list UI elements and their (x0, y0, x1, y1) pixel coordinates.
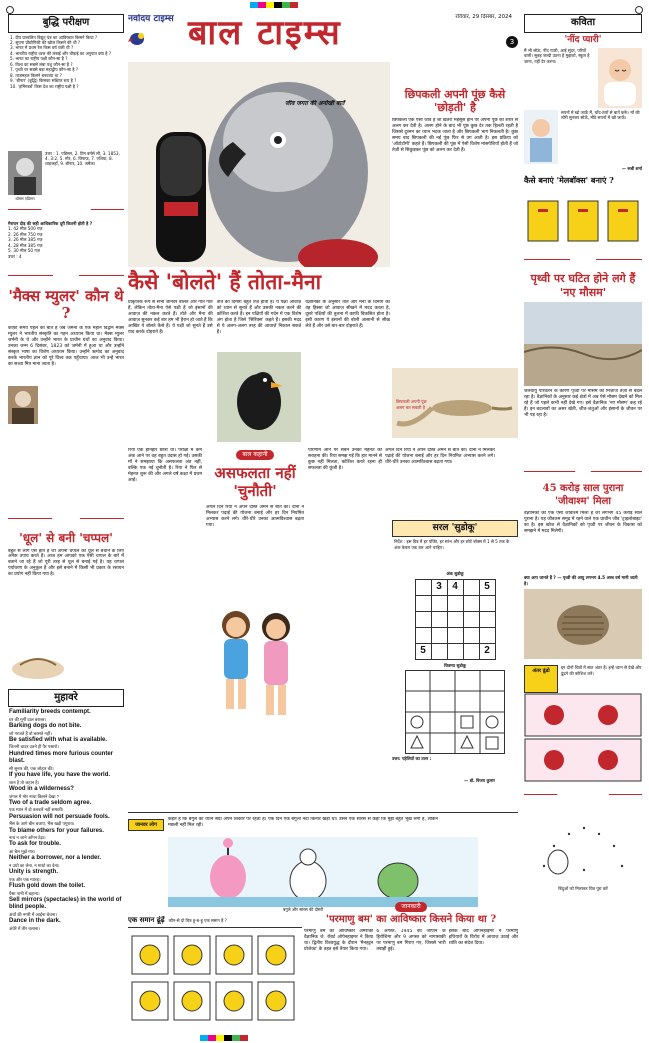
atom-tag-wrap (304, 902, 518, 912)
did-you-know-body (8, 221, 124, 269)
quiz-question: 6. विश्व का सबसे लंबा पशु कौन-सा है ? (10, 61, 73, 67)
sudoku-cell[interactable] (463, 611, 479, 627)
idiom-en: Dance in the dark. (9, 918, 61, 925)
poem-lines-2: सपनों में खो जाऊँ मैं, चाँद-तारों से बातें करूँ। माँ की लोरी सुनकर सोऊँ, मीठे सपनों में खो जाऊँ। (561, 109, 640, 121)
invention-header (8, 514, 124, 527)
right-column (524, 14, 642, 1034)
poem-lines-1: मैं भी सोऊं, नींद प्यारी, आई सुंदर, परियों वाली। सुबह जल्दी उठना है मुझको, स्कूल है जाना, नहीं देर करना। (524, 47, 590, 64)
max-muller-portrait (8, 386, 38, 424)
comic-strip (128, 812, 518, 912)
kids-illustration (206, 595, 304, 745)
did-you-know-option: 1. 42 मील 500 गज़ (8, 226, 43, 232)
did-you-know-header (8, 204, 124, 218)
sudoku-cell[interactable]: 2 (479, 643, 495, 659)
poem-top (524, 48, 642, 110)
idiom-en: To ask for trouble. (9, 841, 61, 848)
sudoku-cell[interactable] (447, 611, 463, 627)
edison-portrait (8, 151, 42, 195)
research-title: पृथ्वी पर घटित होने लगे हैं 'नए मौसम' (530, 271, 636, 299)
story-tag-wrap (206, 450, 304, 460)
poem-heading: कविता (524, 14, 642, 33)
match-question: कौन-से दो चित्र हू-ब-हू एक समान हैं ? (168, 917, 227, 923)
research-header (524, 255, 642, 268)
main-headline: कैसे 'बोलते' हैं तोता-मैना (128, 269, 322, 294)
brand-name: नवोदय टाइम्स (128, 14, 174, 24)
invention-title: 'धूल' से बनी 'चप्पल' (19, 530, 113, 545)
sudoku-cell[interactable] (479, 627, 495, 643)
idiom-en: Persuasion will not persuade fools. (9, 813, 110, 820)
did-you-know-answer: उत्तर : 4 (8, 253, 22, 259)
sudoku-title: सरल 'सुडोकू' (392, 520, 518, 537)
sudoku-answer-label: उत्तर: पहेलियों का उत्तर : (392, 756, 432, 762)
main-col-2-wrap (217, 300, 302, 442)
atom-col-3: इसके बाद ओपेनहाइमर ने परमाणु हथियारों के विरोध में आवाज़ उठाई और शांति का संदेश दिया। (448, 929, 518, 946)
atom-tag: जानकारी (395, 902, 427, 912)
main-col-3: वैज्ञानिकों के अनुसार तोते और मैना के दिमाग़ का वह हिस्सा जो आवाज़ सीखने में मदद करता है, दूसरे पक्षियों की तुलना में काफ़ी विकसित होता है। इसी कारण ये इंसानों की बोली आसानी से सीख लेते हैं और उसे बार-बार दोहराते हैं। (305, 300, 390, 329)
spot-difference-image (524, 693, 642, 783)
sudoku-cell[interactable] (415, 579, 431, 595)
story-grid (128, 448, 382, 808)
story-tag: बाल कहानी (236, 450, 273, 460)
bird-logo-icon (128, 28, 146, 48)
quiz-question: 7. पृथ्वी पर सबसे बड़ा महाद्वीप कौन-सा है ? (10, 67, 79, 73)
page-number: 3 (506, 36, 518, 48)
idiom-en: Unity is strength. (9, 869, 59, 876)
main-kicker: जीव जगत की अनोखी बातें (285, 100, 345, 107)
poem-bottom (524, 110, 642, 166)
idiom-hi: अंधों की नगरी में आईना बेचना। (9, 911, 57, 917)
story-col-3: परिणाम आने पर सबने उनकी मेहनत की सराहना की। रिया समझ गई कि हार मानने से कुछ नहीं मिलता, कोशिश करते रहना ही सफलता की कुंजी है। (308, 448, 382, 471)
color-bar-bottom (200, 1035, 248, 1041)
main-col-2: तोते का दिमाग़ बहुत तेज़ होता है। ये पक्षी आवाज़ को ध्यान से सुनते हैं और उसकी नकल करने की कोशिश करते हैं। इन पक्षियों की गर्दन में एक विशेष अंग होता है जिसे 'सिरिंक्स' कहते हैं। इसकी मदद से ये अलग-अलग तरह की आवाज़ें निकाल सकते हैं। (216, 300, 302, 335)
idiom-hi: जितनी चादर उतने ही पैर पसारो। (9, 744, 59, 750)
shape-sudoku-label: चित्रमय सुडोकू (444, 662, 466, 668)
comic-caption: बगुले और सारस की दोस्ती (282, 906, 324, 912)
story-col-1: रिया एक होनहार छात्रा थी। परीक्षा में कम अंक आने पर वह बहुत उदास हो गई। उसकी माँ ने समझाया कि असफलता अंत नहीं, बल्कि एक नई चुनौती है। रिया ने फिर से मेहनत शुरू की और अगले वर्ष कक्षा में प्रथम आई। (128, 448, 202, 483)
sudoku-cell[interactable]: 3 (431, 579, 447, 595)
main-col-1: प्राकृतिक रूप से सभी जानवर बोलते और गीत गाते हैं, लेकिन तोता-मैना ऐसे पक्षी हैं जो इंसानों की आवाज़ की नकल करते हैं। तोते और मैना की आवाज़ सुनकर कई बार हम भी हैरान हो जाते हैं कि आखिर ये बोलते कैसे हैं। ये पक्षी जो सुनते हैं उसे याद करके दोहराते हैं। (128, 300, 213, 335)
invention-wrap (8, 549, 124, 649)
sudoku-cell[interactable] (463, 579, 479, 595)
issue-date: रविवार, 29 दिसंबर, 2024 (455, 14, 512, 20)
dots-header (524, 789, 642, 803)
atom-col-1: परमाणु बम का आविष्कार अमरीकी वैज्ञानिक जे. रॉबर्ट ओपेनहाइमर ने किया था। द्वितीय विश्वयुद्ध के दौरान 'मैनहट्टन प्रोजेक्ट' के तहत इसे तैयार किया गया। (304, 929, 374, 952)
idiom-hi: एक और एक ग्यारह। (9, 876, 41, 882)
sudoku-cell[interactable]: 5 (479, 579, 495, 595)
sudoku-cell[interactable] (447, 627, 463, 643)
sudoku-cell[interactable] (431, 627, 447, 643)
slipper-image (10, 649, 66, 683)
discovery-header (524, 466, 642, 480)
spot-body: इन दोनों चित्रों में सात अंतर हैं। इन्हें ध्यान से देखें और ढूंढने की कोशिश करें। (561, 665, 642, 676)
idiom-en: Neither a borrower, nor a lender. (9, 855, 102, 862)
registration-mark (635, 6, 643, 14)
sudoku-cell[interactable] (415, 611, 431, 627)
research-body: जलवायु परिवर्तन के कारण पृथ्वी पर मौसम का मिज़ाज तेज़ी से बदल रहा है। वैज्ञानिकों के अनुसार कई क्षेत्रों में अब ऐसे मौसम देखने को मिल रहे हैं जो पहले कभी नहीं देखे गए। इसे वैज्ञानिक 'नए मौसम' कह रहे हैं। इन बदलावों का असर खेती, जीव-जंतुओं और इंसानों के जीवन पर भी पड़ रहा है। (524, 388, 642, 418)
dots-tag: बिंदु मिलाओ, रंग भरो (557, 790, 610, 798)
sudoku-cell[interactable] (415, 595, 431, 611)
research-tag: नई रिसर्च (570, 255, 596, 263)
sudoku-cell[interactable] (447, 643, 463, 659)
left-column (8, 14, 124, 1034)
page-title: बाल टाइम्स (188, 14, 342, 53)
shape-sudoku-grid (405, 670, 505, 754)
edison-photo-wrap (8, 151, 42, 203)
idiom-hi: अंधेरे में तीर चलाना। (9, 925, 41, 931)
info-body: काफ़ी समय पहले की बात है जब जर्मनी के एक महान विद्वान मैक्स म्युलर ने भारतीय संस्कृति का गहन अध्ययन किया था। मैक्स म्युलर जर्मनी के थे और उन्होंने भारत के प्राचीन ग्रंथों का अनुवाद किया। उनका जन्म 6 दिसंबर, 1823 को जर्मनी में हुआ था और उन्होंने संस्कृत भाषा का विशेष अध्ययन किया। उन्होंने ऋग्वेद का अनुवाद करके भारतीय ज्ञान को पूरे विश्व तक पहुँचाया। आज भी उन्हें भारत का सच्चा मित्र माना जाता है। (8, 326, 124, 367)
story-title: असफलता नहीं 'चुनौती' (214, 463, 296, 501)
match-title: एक समान ढूंढ़ें (128, 916, 165, 924)
poem-author: — रूबी शर्मा (621, 165, 642, 171)
comic-label: जानवर लोग (128, 819, 164, 831)
sudoku-cell[interactable] (415, 627, 431, 643)
lizard-article (392, 62, 518, 442)
mailbox-title: कैसे बनाएं 'मेलबॉक्स' बनाएं ? (524, 175, 614, 186)
discovery-tag: खोज (575, 467, 592, 475)
quiz-heading: बुद्धि परीक्षण (8, 14, 124, 33)
idiom-en: Hundred times more furious counter blast. (9, 750, 114, 765)
atom-col-2: 6 अगस्त, 1945 को जापान के हिरोशिमा और 9 अगस्त को नागासाकी पर परमाणु बम गिराए गए, जिससे भारी तबाही हुई। (376, 929, 446, 952)
discovery-title: 45 करोड़ साल पुराना 'जीवाश्म' मिला (542, 483, 624, 507)
did-you-know-option: 4. 28 मील 385 गज़ (8, 242, 43, 248)
lizard-caption: छिपकली अपनी पूंछ अलग कर सकती है (396, 399, 427, 410)
idiom-en: Two of a trade seldom agree. (9, 799, 92, 806)
did-you-know-option: 3. 26 मील 385 गज़ (8, 237, 43, 243)
sudoku-rules: निर्देश : इस ग्रिड में हर पंक्ति, हर स्तंभ और हर छोटे बॉक्स में 1 से 5 तक के अंक केवल एक बार आने चाहिए। (394, 539, 510, 550)
story-col-4-text: अगले दिन रिया ने अपने दोस्त अमन से बात की। दोनों ने मिलकर पढ़ाई की योजना बनाई और हर दिन नियमित अभ्यास करने लगे। धीरे-धीरे उनका आत्मविश्वास बढ़ता गया। (385, 448, 495, 465)
idiom-hi: सौ सुनार की, एक लोहार की। (9, 765, 54, 771)
idioms-list (8, 707, 124, 975)
idioms-heading: मुहावरे (8, 689, 124, 708)
quiz-question: 8. ताजमहल किसने बनवाया था ? (10, 72, 62, 78)
idiom-en: To blame others for your failures. (9, 827, 104, 834)
quiz-answer-block (8, 151, 124, 203)
match-images (128, 928, 302, 1028)
idiom-hi: घर की मुर्गी दाल बराबर। (9, 716, 47, 722)
atom-article (304, 900, 518, 1034)
quiz-question: 9. 'बीनार' (बुद्धि) किसका संक्षिप्त रूप है ? (10, 78, 77, 84)
sudoku-cell[interactable]: 5 (415, 643, 431, 659)
sudoku-cell[interactable] (463, 627, 479, 643)
masthead (128, 14, 518, 60)
idiom-en: Wood in a wilderness? (9, 786, 74, 793)
invention-body: बहुत से लोग ऐसे होते हैं जो अपनी चप्पल को धूल से बचाने के लिए अनेक उपाय करते हैं। आज हम आपको एक ऐसी चप्पल के बारे में बताने जा रहे हैं जो पूरी तरह से धूल से बनाई गई है। यह चप्पल पर्यावरण के अनुकूल है और इसे बनाने में किसी भी प्रकार के रसायन का प्रयोग नहीं किया गया है। (8, 548, 124, 578)
parrot-photo (128, 62, 390, 267)
number-sudoku-grid (415, 579, 496, 660)
did-you-know-tag: क्या आप जानते हैं ? (41, 205, 92, 213)
quiz-question: 3. भारत में प्रथम रेल किस वर्ष चली थी ? (10, 45, 74, 51)
idiom-en: Barking dogs do not bite. (9, 723, 82, 730)
spot-header (524, 665, 642, 693)
registration-mark (6, 6, 14, 14)
color-bar (250, 2, 298, 8)
info-header (8, 271, 124, 284)
sudoku-cell[interactable] (479, 611, 495, 627)
edison-caption: थॉमस एडिसन (15, 195, 35, 201)
quiz-question: 2. सूचना प्रौद्योगिकी की खोज किसने की थी ? (10, 39, 81, 45)
sleeping-baby-image (598, 48, 642, 108)
sudoku-cell[interactable]: 4 (447, 579, 463, 595)
idiom-hi: पैसा पानी में बहाना। (9, 890, 40, 896)
quiz-question: 10. 'हमिंगबर्ड' किस देश का राष्ट्रीय पक्षी है ? (10, 83, 79, 89)
did-you-know-option: 5. 30 मील 50 गज़ (8, 248, 40, 254)
idiom-hi: भैंस के आगे बीन बजाए, भैंस खड़ी पगुराय। (9, 821, 75, 827)
idiom-hi: जान है तो जहान है। (9, 779, 40, 785)
mailbox-steps-image (524, 187, 642, 251)
idiom-hi: एक म्यान में दो तलवारें नहीं समातीं। (9, 807, 64, 813)
poem-title: 'नींद प्यारी' (564, 34, 602, 45)
atom-title: 'परमाणु बम' का आविष्कार किसने किया था ? (325, 913, 497, 925)
quiz-question: 1. दीप प्रज्वलित विद्युत् यंत्र का आविष्कार किसने किया ? (10, 34, 98, 40)
fossil-image (524, 589, 642, 659)
idiom-en: Familiarity breeds contempt. (9, 709, 91, 716)
dots-caption: बिंदुओं को मिलाकर चित्र पूरा करें (558, 886, 608, 892)
weather-image (524, 302, 642, 386)
dot-puzzle-image (524, 806, 642, 884)
comic-text: कहते हैं कि बगुले का ध्यान सदा अपने शिकार पर रहता है। एक दिन एक बगुला नदी किनारे खड़ा था। उसने एक सारस से कहा कि मुझे बहुत भूख लगी है, लेकिन मछली नहीं मिल रही। (168, 817, 438, 828)
spot-label: अंतर ढूंढो (524, 665, 558, 693)
lizard-title: छिपकली अपनी पूंछ कैसे 'छोड़ती' है (404, 88, 506, 115)
discovery-qa: क्या आप जानते हैं ? — पृथ्वी की आयु लगभग 4.5 अरब वर्ष मानी जाती है। (524, 575, 638, 586)
story-center (206, 448, 304, 808)
sudoku-cell[interactable] (431, 643, 447, 659)
quiz-answers: उत्तर : 1. एडिसन, 2. टिम बर्नर्स ली, 3. 1853, 4. 3:2, 5. मोर, 6. जिराफ़, 7. एशिया, 8. शाहजहाँ, 9. बीनार, 10. जमैका (45, 150, 120, 167)
main-columns (128, 300, 390, 442)
idiom-en: If you have life, you have the world. (9, 772, 111, 779)
sudoku-cell[interactable] (431, 595, 447, 611)
idiom-hi: जो गरजते हैं वो बरसते नहीं। (9, 730, 52, 736)
idiom-hi: नाच न जाने आँगन टेढ़ा। (9, 835, 46, 841)
idiom-hi: जंगल में मोर नाचा किसने देखा ? (9, 793, 60, 799)
discovery-body: वैज्ञानिकों को एक ऐसा जीवाश्म मिला है जो लगभग 45 करोड़ साल पुराना है। यह जीवाश्म समुद्र में रहने वाले एक प्राचीन जीव 'ट्राइलोबाइट' का है। इस खोज से वैज्ञानिकों को पृथ्वी पर जीवन के विकास को समझने में मदद मिलेगी। (524, 511, 642, 535)
story-author: — डॉ. विजय कुमार (464, 778, 495, 783)
quiz-question: 4. भारतीय राष्ट्रीय ध्वज की लंबाई और चौड़ाई का अनुपात क्या है ? (10, 50, 112, 56)
idiom-en: Flush gold down the toilet. (9, 883, 85, 890)
sudoku-cell[interactable] (463, 595, 479, 611)
invention-tag: आविष्कार (52, 514, 80, 522)
sudoku-cell[interactable] (447, 595, 463, 611)
match-puzzle (128, 916, 302, 1034)
did-you-know-question: मैराथन दौड़ की सही आधिकारिक दूरी कितनी होती है ? (8, 221, 93, 226)
comic-illustration (168, 837, 478, 907)
quiz-questions (8, 33, 124, 151)
moon-kid-image (524, 110, 558, 164)
atom-columns (304, 929, 518, 1025)
parrot-illustration (128, 62, 390, 267)
idiom-en: Be satisfied with what is available. (9, 736, 108, 743)
main-headline-wrap (128, 268, 390, 298)
sudoku-panel (392, 520, 518, 810)
idiom-hi: न उधो का लेना, न माधो का देना। (9, 862, 60, 868)
story-col-2: अगले दिन रिया ने अपने दोस्त अमन से बात की। दोनों ने मिलकर पढ़ाई की योजना बनाई और हर दिन नियमित अभ्यास करने लगे। धीरे-धीरे उनका आत्मविश्वास बढ़ता गया। (206, 505, 304, 528)
myna-image (217, 352, 301, 442)
did-you-know-option: 2. 26 मील 750 गज़ (8, 231, 43, 237)
sudoku-cell[interactable] (463, 643, 479, 659)
quiz-question: 5. भारत का राष्ट्रीय पक्षी कौन-सा है ? (10, 56, 68, 62)
sudoku-cell[interactable] (479, 595, 495, 611)
info-title: 'मैक्स म्युलर' कौन थे ? (8, 286, 124, 322)
sudoku-grid-label: अंक सुडोकू (446, 571, 464, 577)
idiom-en: Sell mirrors (spectacles) in the world of blind people. (9, 896, 122, 911)
idiom-hi: आ बैल मुझे मार। (9, 848, 36, 854)
lizard-body: छिपकली एक ऐसा जीव है जो खतरा महसूस होने पर अपनी पूंछ को शरीर से अलग कर देती है। अलग होने के बाद भी पूंछ कुछ देर तक हिलती रहती है जिससे दुश्मन का ध्यान भटक जाता है और छिपकली भाग निकलती है। कुछ समय बाद छिपकली की नई पूंछ फिर से उग आती है। इस प्रक्रिया को 'ऑटोटॉमी' कहते हैं। छिपकली की पूंछ में ऐसी विशेष मांसपेशियाँ होती हैं जो तेज़ी से सिकुड़कर पूंछ को अलग कर देती हैं। (392, 118, 518, 154)
info-tag: जानकारी (53, 271, 79, 279)
sudoku-cell[interactable] (431, 611, 447, 627)
story-article (128, 448, 382, 808)
match-header (128, 916, 302, 928)
